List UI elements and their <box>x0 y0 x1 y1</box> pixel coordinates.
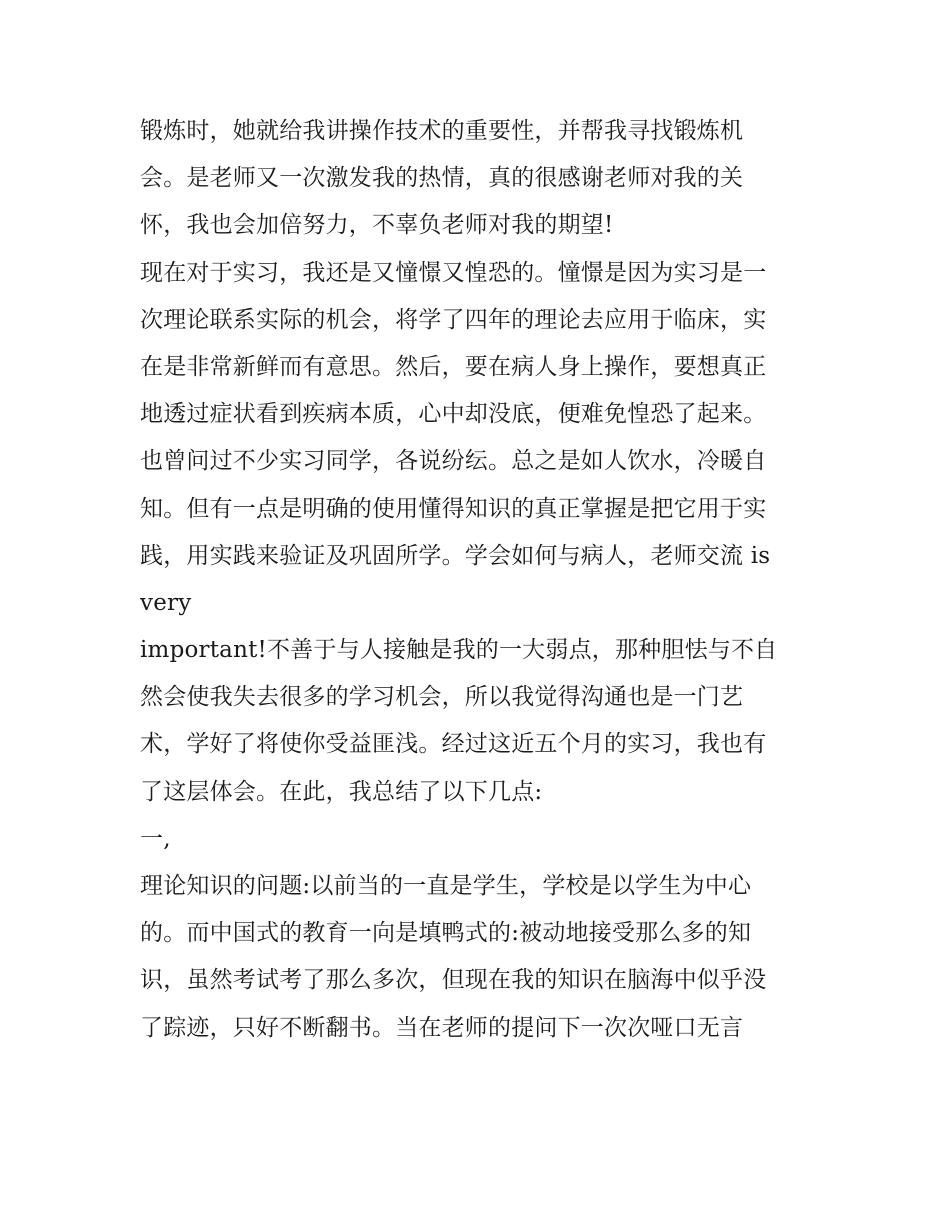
document-body <box>140 108 820 1052</box>
text-line: 也曾问过不少实习同学，各说纷纭。总之是如人饮水，冷暖自 <box>140 448 767 475</box>
text-line: 一, <box>140 825 171 852</box>
text-line: 知。但有一点是明确的使用懂得知识的真正掌握是把它用于实 <box>140 495 767 522</box>
text-line: 理论知识的问题:以前当的一直是学生，学校是以学生为中心 <box>140 873 752 899</box>
text-line: 了踪迹，只好不断翻书。当在老师的提问下一次次哑口无言 <box>140 1014 744 1041</box>
text-line: 锻炼时，她就给我讲操作技术的重要性，并帮我寻找锻炼机 <box>140 118 744 144</box>
text-line: 术，学好了将使你受益匪浅。经过这近五个月的实习，我也有 <box>140 731 767 758</box>
text-line: 怀，我也会加倍努力，不辜负老师对我的期望! <box>140 212 614 239</box>
text-line: 了这层体会。在此，我总结了以下几点: <box>140 778 543 805</box>
text-line: 在是非常新鲜而有意思。然后，要在病人身上操作，要想真正 <box>140 353 767 380</box>
text-line: 次理论联系实际的机会，将学了四年的理论去应用于临床，实 <box>140 306 767 333</box>
text-line: 现在对于实习，我还是又憧憬又惶恐的。憧憬是因为实习是一 <box>140 259 767 286</box>
text-line: important!不善于与人接触是我的一大弱点，那种胆怯与不自 <box>140 637 778 664</box>
text-line: 的。而中国式的教育一向是填鸭式的:被动地接受那么多的知 <box>140 920 752 947</box>
text-line: very <box>140 589 192 616</box>
text-line: 践，用实践来验证及巩固所学。学会如何与病人，老师交流 is <box>140 542 771 569</box>
text-line: 识，虽然考试考了那么多次，但现在我的知识在脑海中似乎没 <box>140 967 767 994</box>
text-line: 然会使我失去很多的学习机会，所以我觉得沟通也是一门艺 <box>140 684 744 711</box>
text-line: 会。是老师又一次激发我的热情，真的很感谢老师对我的关 <box>140 165 744 192</box>
text-line: 地透过症状看到疾病本质，心中却没底，便难免惶恐了起来。 <box>140 401 767 428</box>
